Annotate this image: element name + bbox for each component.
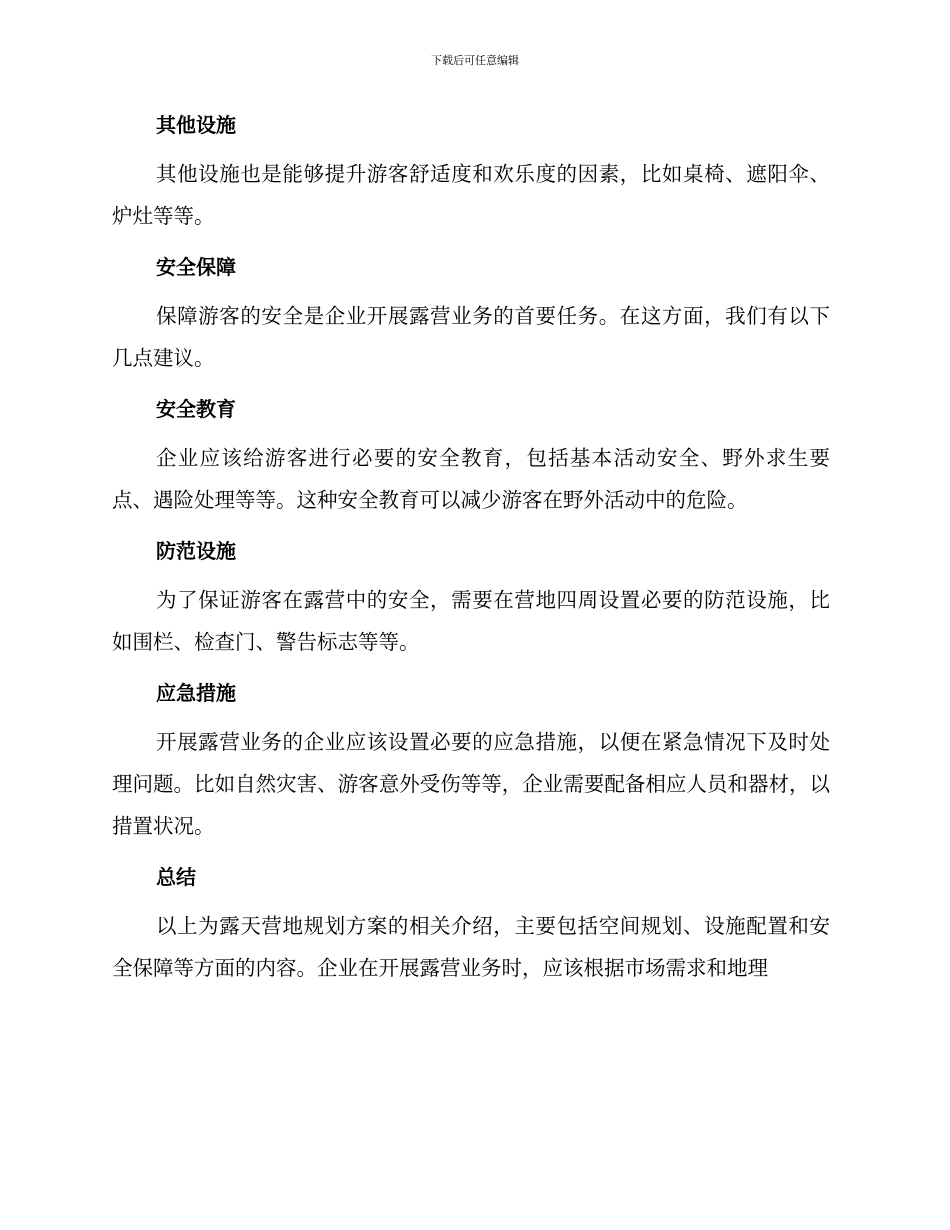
section-heading: 安全保障 (156, 255, 236, 279)
section-summary (112, 862, 830, 989)
section-paragraph: 其他设施也是能够提升游客舒适度和欢乐度的因素，比如桌椅、遮阳伞、炉灶等等。 (112, 162, 830, 228)
section-prevention-facilities (112, 536, 830, 663)
section-safety-guarantee (112, 252, 830, 379)
document-body (112, 110, 830, 1004)
section-other-facilities (112, 110, 830, 237)
section-heading: 其他设施 (156, 113, 236, 137)
section-heading: 安全教育 (156, 397, 236, 421)
section-emergency-measures (112, 678, 830, 847)
section-paragraph: 保障游客的安全是企业开展露营业务的首要任务。在这方面，我们有以下几点建议。 (112, 304, 830, 370)
section-paragraph: 开展露营业务的企业应该设置必要的应急措施，以便在紧急情况下及时处理问题。比如自然灾害、游客意外受伤等等，企业需要配备相应人员和器材，以措置状况。 (112, 730, 830, 838)
section-paragraph: 以上为露天营地规划方案的相关介绍，主要包括空间规划、设施配置和安全保障等方面的内容。企业在开展露营业务时，应该根据市场需求和地理 (112, 914, 830, 980)
page-header: 下载后可任意编辑 (431, 54, 519, 67)
section-paragraph: 为了保证游客在露营中的安全，需要在营地四周设置必要的防范设施，比如围栏、检查门、警告标志等等。 (112, 588, 830, 654)
section-heading: 防范设施 (156, 539, 236, 563)
section-paragraph: 企业应该给游客进行必要的安全教育，包括基本活动安全、野外求生要点、遇险处理等等。这种安全教育可以减少游客在野外活动中的危险。 (112, 446, 830, 512)
section-heading: 应急措施 (156, 681, 236, 705)
section-heading: 总结 (156, 865, 196, 889)
section-safety-education (112, 394, 830, 521)
